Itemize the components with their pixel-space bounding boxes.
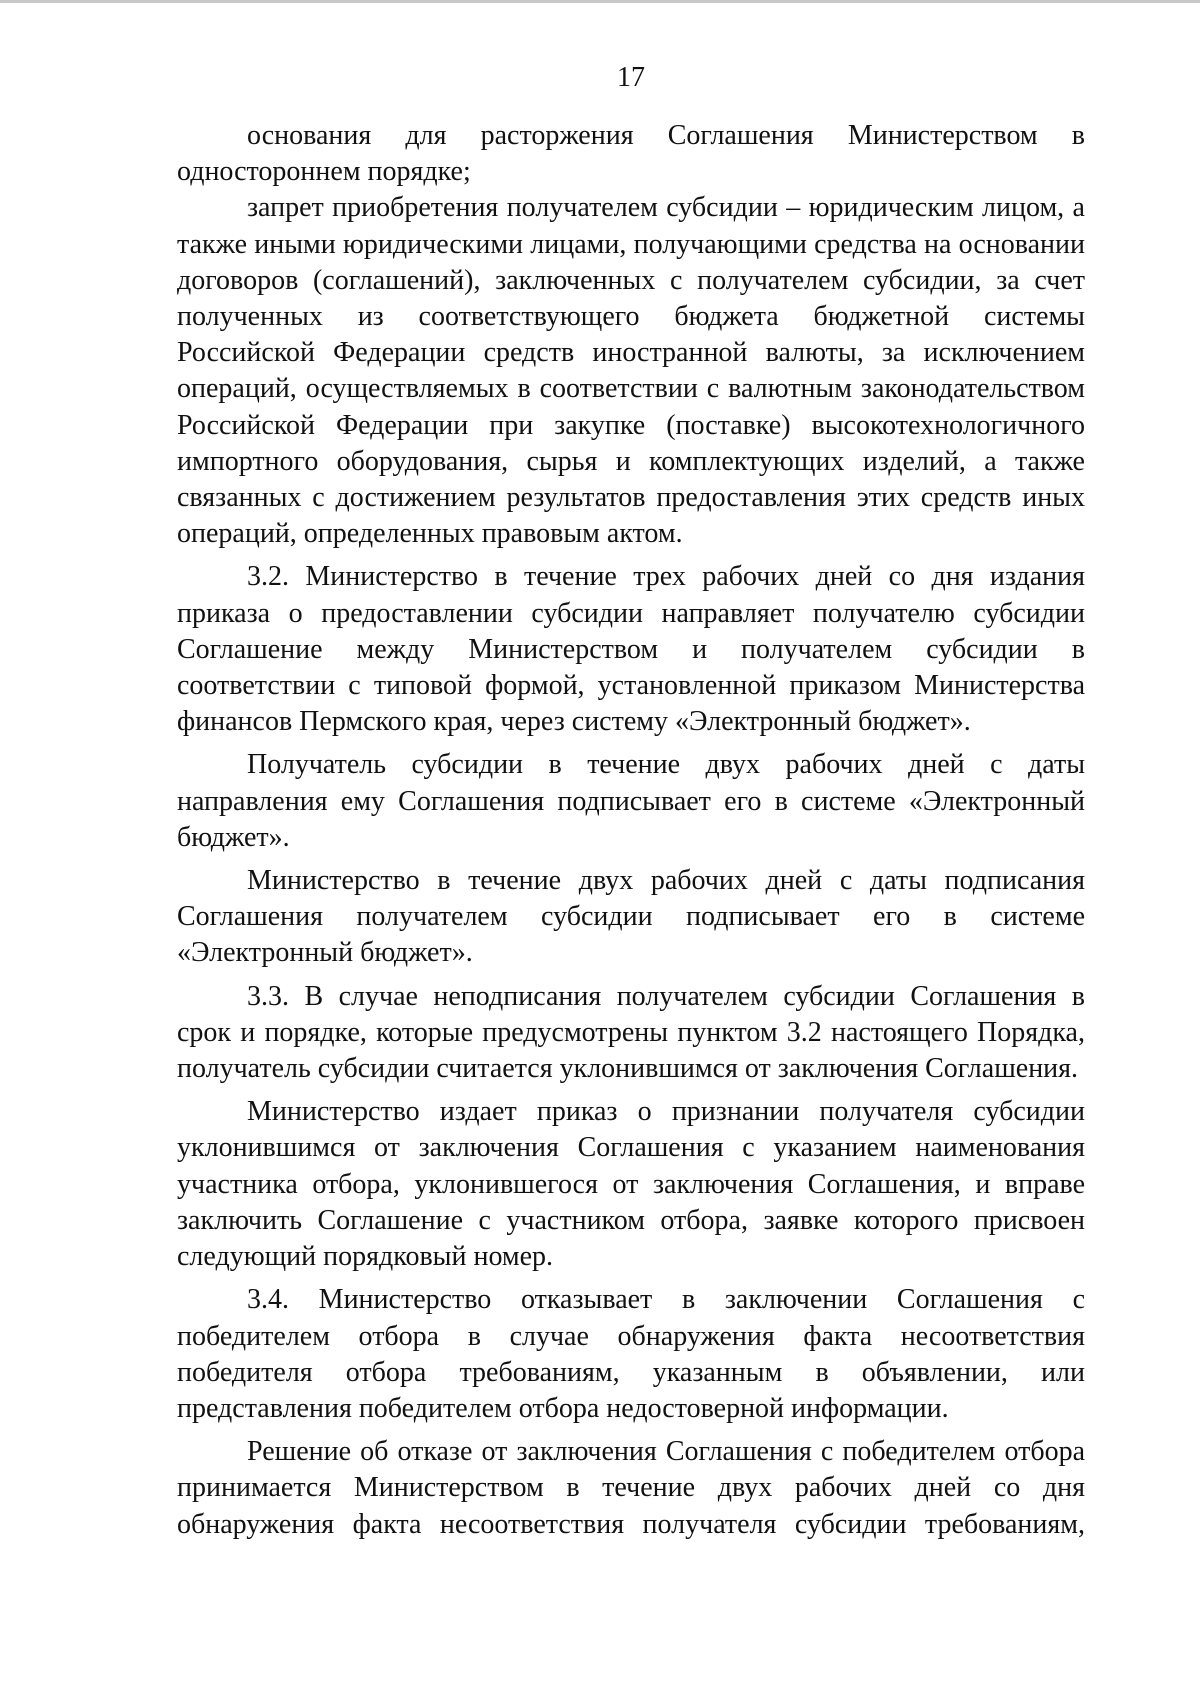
scan-top-edge — [0, 0, 1200, 3]
paragraph: 3.3. В случае неподписания получателем субсидии Соглашения в срок и порядке, которые предусмотрены пунктом 3.2 настоящего Порядка, получатель субсидии считается уклонившимся от заключения Соглашения. — [177, 980, 1085, 1085]
document-body — [177, 118, 1085, 1543]
paragraph: 3.4. Министерство отказывает в заключении Соглашения с победителем отбора в случае обнаружения факта несоответствия победителя отбора требованиям, указанным в объявлении, или представления победителем отбора недостоверной информации. — [177, 1284, 1085, 1424]
paragraph: Министерство издает приказ о признании получателя субсидии уклонившимся от заключения Соглашения с указанием наименования участника отбора, уклонившегося от заключения Соглашения, и вправе заключить Соглашение с участником отбора, заявке которого присвоен следующий порядковый номер. — [177, 1096, 1085, 1273]
paragraph: Решение об отказе от заключения Соглашения с победителем отбора принимается Министерством в течение двух рабочих дней со дня обнаружения факта несоответствия получателя субсидии требованиям, — [177, 1436, 1085, 1540]
paragraph: 3.2. Министерство в течение трех рабочих дней со дня издания приказа о предоставлении субсидии направляет получателю субсидии Соглашение между Министерством и получателем субсидии в соответствии с типовой формой, установленной приказом Министерства финансов Пермского края, через систему «Электронный бюджет». — [177, 561, 1085, 738]
paragraph: запрет приобретения получателем субсидии – юридическим лицом, а также иными юридическими лицами, получающими средства на основании договоров (соглашений), заключенных с получателем субсидии, за счет полученных из соответствующего бюджета бюджетной системы Российской Федерации средств иностранной валюты, за исключением операций, осуществляемых в соответствии с валютным законодательством Российской Федерации при закупке (поставке) высокотехнологичного импортного оборудования, сырья и комплектующих изделий, а также связанных с достижением результатов предоставления этих средств иных операций, определенных правовым актом. — [177, 192, 1085, 550]
paragraph: Министерство в течение двух рабочих дней с даты подписания Соглашения получателем субсидии подписывает его в системе «Электронный бюджет». — [177, 865, 1085, 969]
paragraph: Получатель субсидии в течение двух рабочих дней с даты направления ему Соглашения подписывает его в системе «Электронный бюджет». — [177, 749, 1085, 853]
page-number: 17 — [617, 62, 645, 93]
paragraph: основания для расторжения Соглашения Министерством в одностороннем порядке; — [177, 120, 1085, 188]
